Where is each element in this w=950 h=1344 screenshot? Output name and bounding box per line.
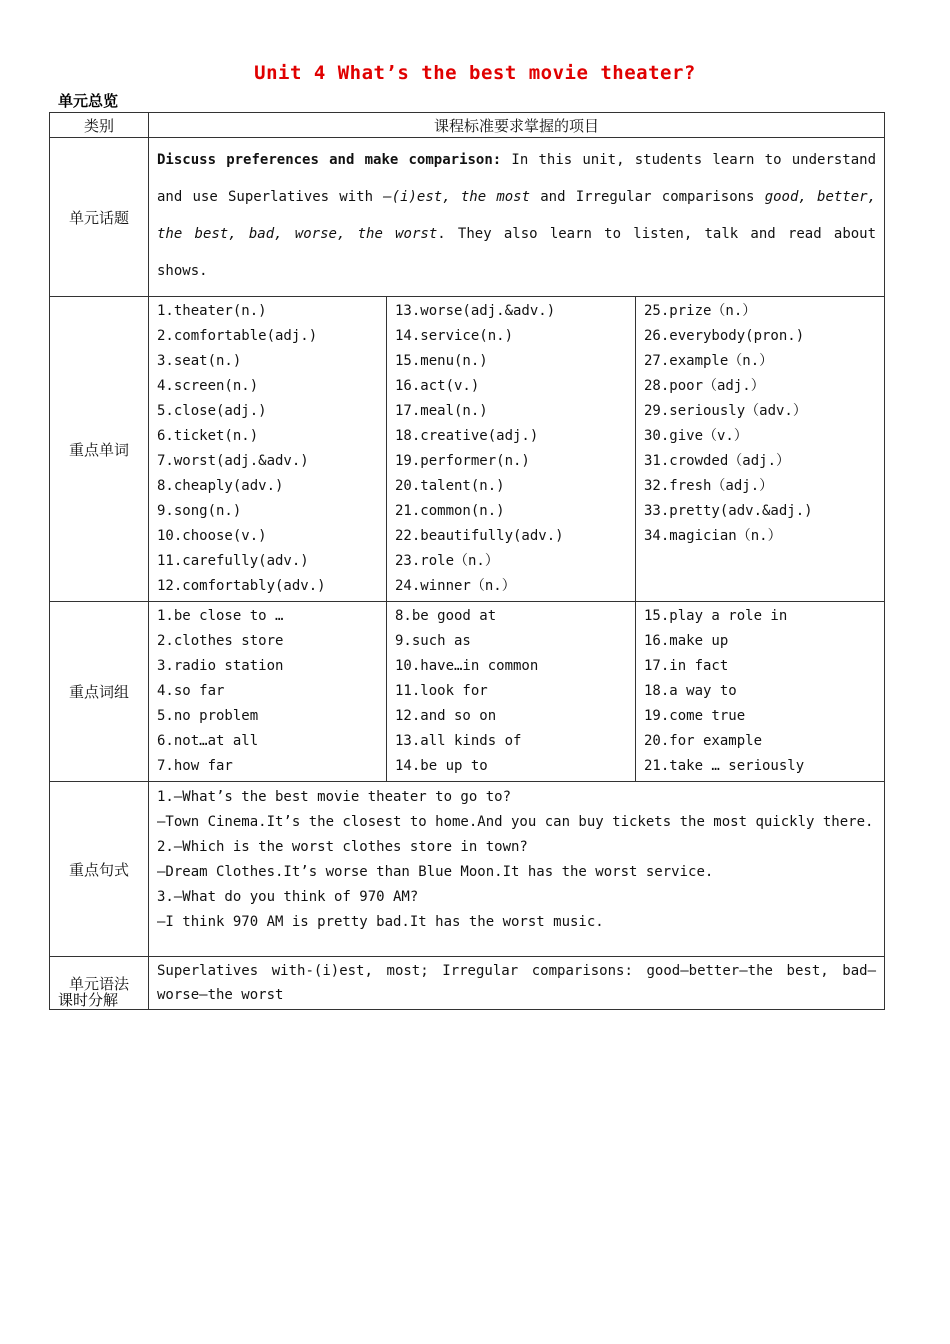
phrase-item: 18.a way to [644, 683, 737, 699]
word-item: 13.worse(adj.&adv.) [395, 303, 556, 319]
word-item: 4.screen(n.) [157, 378, 259, 394]
phrase-item: 17.in fact [644, 658, 729, 674]
phrase-item: 1.be close to … [157, 608, 284, 624]
sentences-row [50, 782, 885, 957]
word-item: 5.close(adj.) [157, 403, 267, 419]
phrase-item: 4.so far [157, 683, 225, 699]
header-category: 类别 [50, 113, 149, 138]
phrase-item: 21.take … seriously [644, 758, 805, 774]
words-label: 重点单词 [50, 297, 149, 602]
sentences-label: 重点句式 [50, 782, 149, 957]
sentence-line: 3.—What do you think of 970 AM? [157, 889, 419, 905]
phrase-item: 14.be up to [395, 758, 488, 774]
topic-text-3: . They also learn to listen, talk and read about shows. [157, 226, 877, 279]
word-item: 31.crowded（adj.） [644, 453, 791, 469]
word-item: 8.cheaply(adv.) [157, 478, 284, 494]
table-header-row [50, 113, 885, 138]
phrases-row [50, 602, 885, 782]
phrase-item: 9.such as [395, 633, 471, 649]
unit-overview-table [49, 112, 885, 1010]
word-item: 14.service(n.) [395, 328, 514, 344]
word-item: 18.creative(adj.) [395, 428, 539, 444]
word-item: 20.talent(n.) [395, 478, 505, 494]
word-item: 29.seriously（adv.） [644, 403, 807, 419]
word-item: 21.common(n.) [395, 503, 505, 519]
words-column-1 [149, 297, 387, 602]
topic-label: 单元话题 [50, 138, 149, 297]
phrase-item: 13.all kinds of [395, 733, 522, 749]
word-item: 34.magician（n.） [644, 528, 782, 544]
phrase-item: 11.look for [395, 683, 488, 699]
topic-text-1: In this unit, students learn to understand and use Superlatives with [157, 152, 877, 205]
topic-italic-1: –(i)est, the most [383, 189, 531, 205]
word-item: 32.fresh（adj.） [644, 478, 774, 494]
grammar-content: Superlatives with-(i)est, most; Irregular comparisons: good—better—the best, bad—worse—the worst [149, 957, 885, 1010]
section-overview-heading: 单元总览 [58, 92, 119, 110]
phrase-item: 15.play a role in [644, 608, 788, 624]
word-item: 27.example（n.） [644, 353, 774, 369]
words-column-2 [387, 297, 636, 602]
topic-lead: Discuss preferences and make comparison: [157, 152, 502, 168]
word-item: 17.meal(n.) [395, 403, 488, 419]
word-item: 6.ticket(n.) [157, 428, 259, 444]
phrase-item: 6.not…at all [157, 733, 259, 749]
word-item: 1.theater(n.) [157, 303, 267, 319]
words-row [50, 297, 885, 602]
word-item: 26.everybody(pron.) [644, 328, 805, 344]
word-item: 23.role（n.） [395, 553, 499, 569]
phrase-item: 3.radio station [157, 658, 284, 674]
phrase-item: 10.have…in common [395, 658, 539, 674]
word-item: 9.song(n.) [157, 503, 242, 519]
word-item: 24.winner（n.） [395, 578, 516, 594]
word-item: 12.comfortably(adv.) [157, 578, 326, 594]
phrase-item: 5.no problem [157, 708, 259, 724]
phrase-item: 8.be good at [395, 608, 497, 624]
phrases-column-3 [636, 602, 885, 782]
word-item: 25.prize（n.） [644, 303, 757, 319]
page-title: Unit 4 What’s the best movie theater? [254, 62, 696, 84]
phrases-label: 重点词组 [50, 602, 149, 782]
topic-content [149, 138, 885, 297]
sentence-line: 2.—Which is the worst clothes store in town? [157, 839, 528, 855]
sentence-line: —I think 970 AM is pretty bad.It has the worst music. [157, 914, 604, 930]
word-item: 11.carefully(adv.) [157, 553, 309, 569]
word-item: 33.pretty(adv.&adj.) [644, 503, 813, 519]
phrase-item: 16.make up [644, 633, 729, 649]
phrase-item: 19.come true [644, 708, 746, 724]
phrase-item: 7.how far [157, 758, 233, 774]
word-item: 19.performer(n.) [395, 453, 530, 469]
word-item: 16.act(v.) [395, 378, 480, 394]
grammar-row [50, 957, 885, 1010]
grammar-label: 单元语法 [50, 957, 149, 1010]
topic-text-2: and Irregular comparisons [530, 189, 765, 205]
word-item: 3.seat(n.) [157, 353, 242, 369]
phrases-column-1 [149, 602, 387, 782]
word-item: 22.beautifully(adv.) [395, 528, 564, 544]
section-lessons-heading: 课时分解 [58, 991, 119, 1009]
sentence-line: —Dream Clothes.It’s worse than Blue Moon.It has the worst service. [157, 864, 714, 880]
word-item: 2.comfortable(adj.) [157, 328, 318, 344]
topic-row [50, 138, 885, 297]
phrase-item: 20.for example [644, 733, 763, 749]
word-item: 28.poor（adj.） [644, 378, 765, 394]
phrase-item: 12.and so on [395, 708, 497, 724]
word-item: 30.give（v.） [644, 428, 748, 444]
phrase-item: 2.clothes store [157, 633, 284, 649]
topic-italic-2: good, better, the best, bad, worse, the worst [157, 189, 877, 242]
sentence-line: —Town Cinema.It’s the closest to home.And you can buy tickets the most quickly there. [157, 814, 874, 830]
header-items: 课程标准要求掌握的项目 [149, 113, 885, 138]
words-column-3 [636, 297, 885, 602]
sentence-line: 1.—What’s the best movie theater to go to? [157, 789, 512, 805]
word-item: 10.choose(v.) [157, 528, 267, 544]
word-item: 7.worst(adj.&adv.) [157, 453, 309, 469]
phrases-column-2 [387, 602, 636, 782]
sentences-content [149, 782, 885, 957]
word-item: 15.menu(n.) [395, 353, 488, 369]
